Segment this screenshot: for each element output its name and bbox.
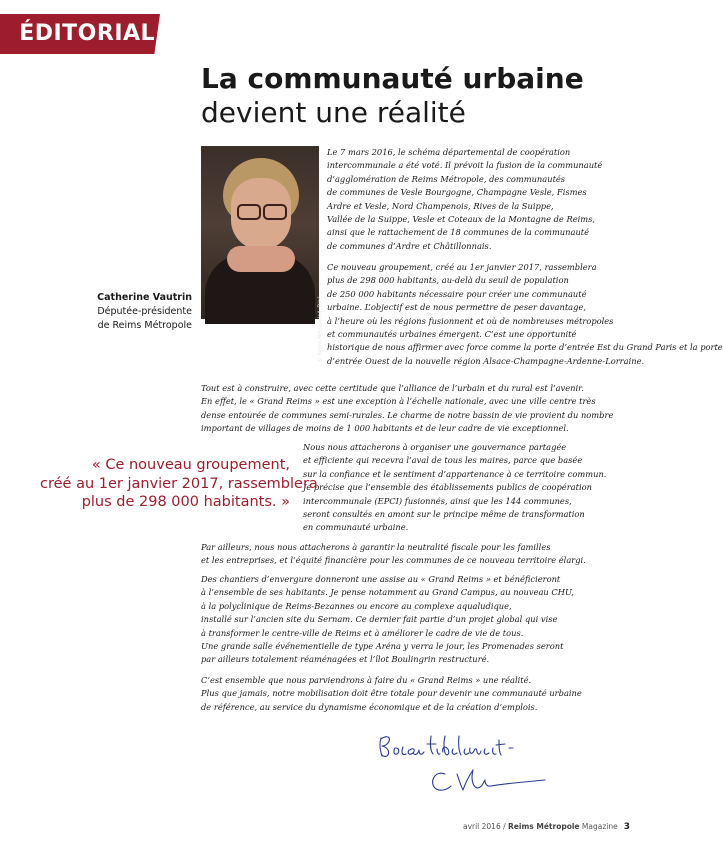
author-title-line-1: Députée-présidente (97, 306, 192, 317)
text-line: de 250 000 habitants nécessaire pour créer une communauté (327, 288, 587, 299)
text-line: et communautés urbaines émergent. C’est une opportunité (327, 329, 577, 340)
text-line: de communes d’Ardre et Châtillonnais. (327, 240, 492, 251)
author-title-line-2: de Reims Métropole (97, 319, 192, 331)
text-line: Par ailleurs, nous nous attacherons à garantir la neutralité fiscale pour les familles (201, 542, 551, 552)
page-number: 3 (623, 822, 630, 832)
text-line: seront consultés en amont sur le principe même de transformation (303, 509, 585, 520)
text-line: plus de 298 000 habitants, au-delà du seuil de population (327, 275, 569, 286)
text-line: d’entrée Ouest de la nouvelle région Alsace-Champagne-Ardenne-Lorraine. (327, 355, 645, 366)
text-line: Ardre et Vesle, Nord Champenois, Rives de la Suippe, (327, 200, 554, 211)
text-line: à transformer le centre-ville de Reims et à améliorer le cadre de vie de tous. (201, 627, 524, 638)
text-line: historique de nous affirmer avec force comme la porte d’entrée Est du Grand Paris et la porte (327, 342, 723, 353)
text-line: dense entourée de communes semi-rurales. Le charme de notre bassin de vie provient du nombre (201, 409, 614, 420)
pull-quote-line: créé au 1er janvier 2017, rassemblera (40, 475, 318, 492)
text-line: Vallée de la Suippe, Vesle et Coteaux de la Montagne de Reims, (327, 214, 596, 225)
signature-drawing (373, 730, 553, 800)
text-line: Ce nouveau groupement, créé au 1er janvier 2017, rassemblera (327, 262, 597, 272)
headline (201, 62, 631, 130)
text-line: Une grande salle événementielle de type Aréna y verra le jour, les Promenades seront (201, 641, 564, 652)
footer-magazine: Magazine (579, 822, 618, 831)
paragraph-fiscalite (201, 541, 586, 568)
pull-quote-line: « Ce nouveau groupement, (91, 457, 290, 473)
text-line: urbaine. L’objectif est de nous permettre de peser davantage, (327, 302, 586, 313)
text-line: de communes de Vesle Bourgogne, Champagne Vesle, Fismes (327, 187, 587, 198)
pull-quote-line: plus de 298 000 habitants. » (81, 494, 290, 510)
paragraph-gouvernance (303, 441, 606, 535)
text-line: important de villages de moins de 1 000 habitants et de leur cadre de vie exceptionnel. (201, 423, 569, 434)
text-line: à l’ensemble de ses habitants. Je pense notamment au Grand Campus, au nouveau CHU, (201, 587, 574, 598)
text-line: par ailleurs totalement réaménagées et l’îlot Boulingrin restructuré. (201, 654, 490, 665)
text-line: et les entreprises, et l’équité financière pour les communes de ce nouveau territoire élargi. (201, 555, 586, 566)
text-line: intercommunale (EPCI) fusionnés, ainsi que les 144 communes, (303, 495, 572, 506)
section-banner (0, 14, 160, 54)
footer-date: avril 2016 / (462, 822, 509, 831)
text-line: à l’heure où les régions fusionnent et où de nombreuses métropoles (327, 315, 614, 326)
text-line: à la polyclinique de Reims-Bezannes ou encore au complexe aqualudique, (201, 600, 512, 611)
text-line: Plus que jamais, notre mobilisation doit être totale pour devenir une communauté urbaine (201, 688, 582, 699)
paragraph-construire (201, 382, 613, 436)
text-line: En effet, le « Grand Reims » est une exception à l’échelle nationale, avec une ville centre très (201, 396, 596, 407)
text-line: installé sur l’ancien site du Sernam. Ce dernier fait partie d’un projet global qui vise (201, 614, 558, 625)
handwritten-signature (373, 730, 553, 800)
paragraph-conclusion (201, 674, 582, 714)
pull-quote (40, 456, 318, 512)
page-footer (430, 822, 630, 832)
headline-line-1: La communauté urbaine (201, 62, 584, 95)
text-line: Le 7 mars 2016, le schéma départemental de coopération (327, 147, 571, 157)
paragraph-groupement (327, 261, 723, 368)
author-name: Catherine Vautrin (97, 292, 192, 303)
text-line: C’est ensemble que nous parviendrons à faire du « Grand Reims » une réalité. (201, 675, 532, 685)
paragraph-intro (327, 146, 602, 253)
text-line: Des chantiers d’envergure donneront une assise au « Grand Reims » et bénéficieront (201, 574, 561, 584)
text-line: et efficiente qui recevra l’aval de tous les maires, parce que basée (303, 455, 583, 466)
text-line: ainsi que le rattachement de 18 communes de la communauté (327, 227, 590, 238)
headline-line-2: devient une réalité (201, 96, 466, 129)
paragraph-chantiers (201, 573, 574, 667)
text-line: Tout est à construire, avec cette certitude que l’alliance de l’urbain et du rural est l’avenir. (201, 383, 584, 393)
author-portrait (201, 146, 323, 363)
text-line: Je précise que l’ensemble des établissements publics de coopération (303, 482, 592, 493)
text-line: Nous nous attacherons à organiser une gouvernance partagée (303, 442, 567, 452)
footer-brand: Reims Métropole (508, 822, 580, 831)
text-line: sur la confiance et le sentiment d’appartenance à ce territoire commun. (303, 468, 607, 479)
text-line: en communauté urbaine. (303, 522, 409, 533)
text-line: de référence, au service du dynamisme économique et de la création d’emplois. (201, 701, 538, 712)
text-line: d’agglomération de Reims Métropole, des communautés (327, 173, 566, 184)
photo-credit: © Reims Métropole/J. Diné (317, 296, 323, 363)
text-line: intercommunale a été voté. Il prévoit la fusion de la communauté (327, 160, 603, 171)
author-title (60, 305, 192, 332)
section-label: ÉDITORIAL (19, 21, 156, 46)
